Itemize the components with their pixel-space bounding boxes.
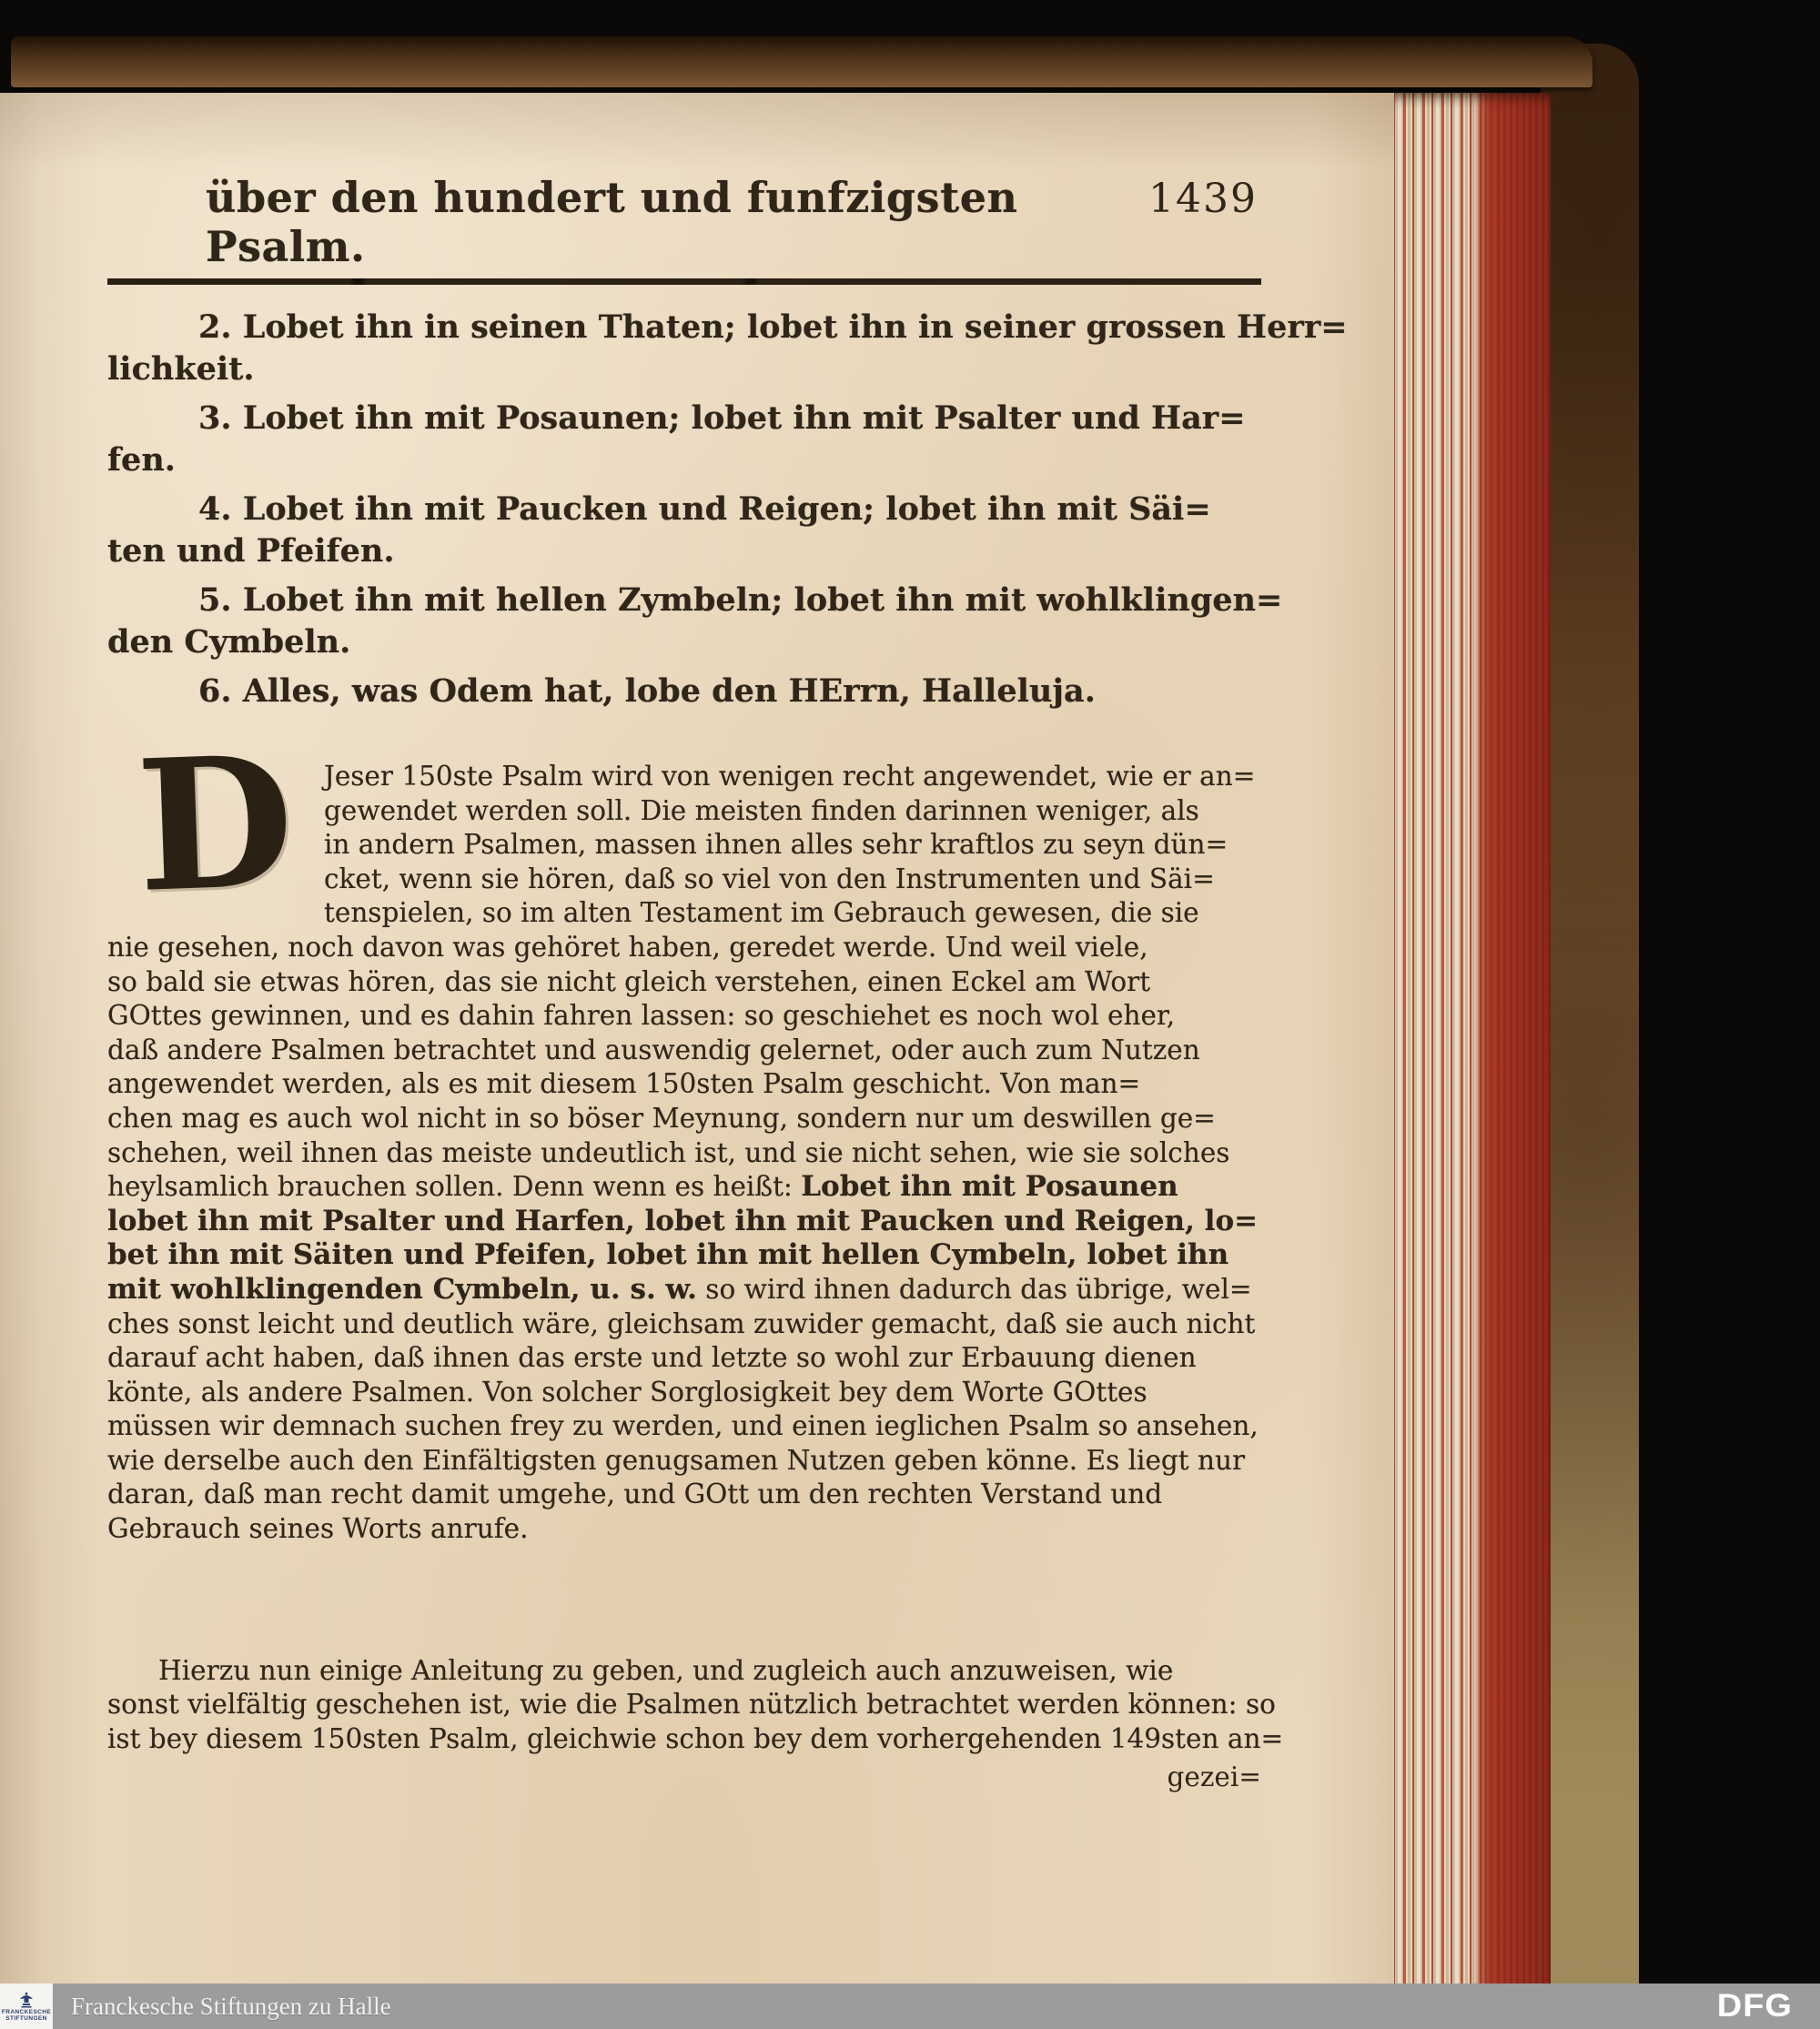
body-line: schehen, weil ihnen das meiste undeutlich ist, und sie nicht sehen, wie sie solches [107,1136,1230,1168]
body-line: cket, wenn sie hören, daß so viel von den Instrumenten und Säi= [324,863,1215,894]
dropcap-row [107,715,1272,933]
commentary-paragraph [107,715,1272,1547]
psalm-quote-text: lobet ihn mit Psalter und Harfen, lobet ihn mit Paucken und Reigen, lo= [107,1204,1259,1237]
page-number: 1439 [1148,176,1258,222]
verse-line: 2. Lobet ihn in seinen Thaten; lobet ihn in seiner grossen Herr= [198,308,1348,346]
body-line [107,1205,1272,1239]
quote-intro-text: heylsamlich brauchen sollen. Denn wenn es heißt: [107,1171,802,1203]
logo-caption-line: STIFTUNGEN [5,2015,47,2022]
verse-line: fen. [107,441,176,479]
verse-line: ten und Pfeifen. [107,532,395,570]
footer-bar [0,1984,1820,2029]
book-page [0,93,1394,2029]
body-line: müssen wir demnach suchen frey zu werden, und einen ieglichen Psalm so ansehen, [107,1410,1259,1442]
body-line: tenspielen, so im alten Testament im Gebrauch gewesen, die sie [324,897,1199,929]
running-header [107,173,1272,271]
body-line: nie gesehen, noch davon was gehöret haben, geredet werde. Und weil viele, [107,931,1148,963]
header-rule [107,278,1261,285]
body-line: Gebrauch seines Worts anrufe. [107,1513,529,1545]
psalm-quote-text: Lobet ihn mit Posaunen [801,1170,1178,1204]
quote-after-text: so wird ihnen dadurch das übrige, wel= [696,1273,1252,1305]
body-line: GOttes gewinnen, und es dahin fahren lassen: so geschiehet es noch wol eher, [107,1000,1176,1032]
body-line: angewendet werden, als es mit diesem 150sten Psalm geschicht. Von man= [107,1068,1141,1100]
psalm-verses [107,307,1348,712]
body-line: ches sonst leicht und deutlich wäre, gleichsam zuwider gemacht, daß sie auch nicht [107,1307,1256,1339]
body-line: könte, als andere Psalmen. Von solcher Sorglosigkeit bey dem Worte GOttes [107,1376,1148,1408]
drop-cap: D [133,715,298,933]
book-photo [0,36,1640,2029]
psalm-quote-text: mit wohlklingenden Cymbeln, u. s. w. [107,1272,697,1306]
psalm-quote-text: bet ihn mit Säiten und Pfeifen, lobet ihn mit hellen Cymbeln, lobet ihn [107,1238,1229,1272]
running-header-title: über den hundert und funfzigsten Psalm. [206,173,1018,271]
body-line: daß andere Psalmen betrachtet und auswendig gelernet, oder auch zum Nutzen [107,1034,1200,1065]
verse-line: 6. Alles, was Odem hat, lobe den HErrn, Halleluja. [198,672,1096,710]
body-line [107,1238,1272,1273]
body-line: Jeser 150ste Psalm wird von wenigen recht angewendet, wie er an= [324,761,1256,792]
body-line: so bald sie etwas hören, das sie nicht gleich verstehen, einen Eckel am Wort [107,965,1151,997]
logo-caption-line: FRANCKESCHE [1,2008,52,2015]
franckesche-logo-icon [17,1991,35,2009]
body-line: darauf acht haben, daß ihnen das erste und letzte so wohl zur Erbauung dienen [107,1342,1197,1374]
dropcap-wrapped-lines [324,743,1272,931]
body-line: gewendet werden soll. Die meisten finden darinnen weniger, als [324,794,1199,826]
verse-line: 3. Lobet ihn mit Posaunen; lobet ihn mit Psalter und Har= [198,399,1246,437]
book-cover-right-edge [1541,44,1639,2024]
body-line-with-quote [107,1170,1272,1205]
dfg-logo: DFG [1716,1988,1793,2024]
body-line: daran, daß man recht damit umgehe, und GOtt um den rechten Verstand und [107,1479,1163,1510]
institution-name: Franckesche Stiftungen zu Halle [71,1992,391,2020]
verse-line: lichkeit. [107,350,255,388]
body-line: chen mag es auch wol nicht in so böser Meynung, sondern nur um deswillen ge= [107,1102,1216,1134]
body-line: Hierzu nun einige Anleitung zu geben, und zugleich auch anzuweisen, wie [158,1654,1174,1686]
body-line: sonst vielfältig geschehen ist, wie die Psalmen nützlich betrachtet werden können: so [107,1689,1276,1721]
book-cover-top-edge [11,36,1592,87]
body-line: ist bey diesem 150sten Psalm, gleichwie schon bey dem vorhergehenden 149sten an= [107,1722,1284,1754]
closing-paragraph [107,1654,1284,1793]
verse-line: 4. Lobet ihn mit Paucken und Reigen; lobet ihn mit Säi= [198,490,1211,528]
body-line: wie derselbe auch den Einfältigsten genugsamen Nutzen geben könne. Es liegt nur [107,1444,1246,1476]
body-line: in andern Psalmen, massen ihnen alles sehr kraftlos zu seyn dün= [324,829,1228,861]
page-content [0,93,1348,1793]
catchword: gezei= [1167,1761,1261,1793]
page-fore-edge-stack [1376,93,1551,2020]
body-line-with-quote [107,1273,1272,1307]
verse-line: den Cymbeln. [107,623,351,661]
institution-logo [0,1984,53,2029]
verse-line: 5. Lobet ihn mit hellen Zymbeln; lobet ihn mit wohlklingen= [198,581,1283,619]
